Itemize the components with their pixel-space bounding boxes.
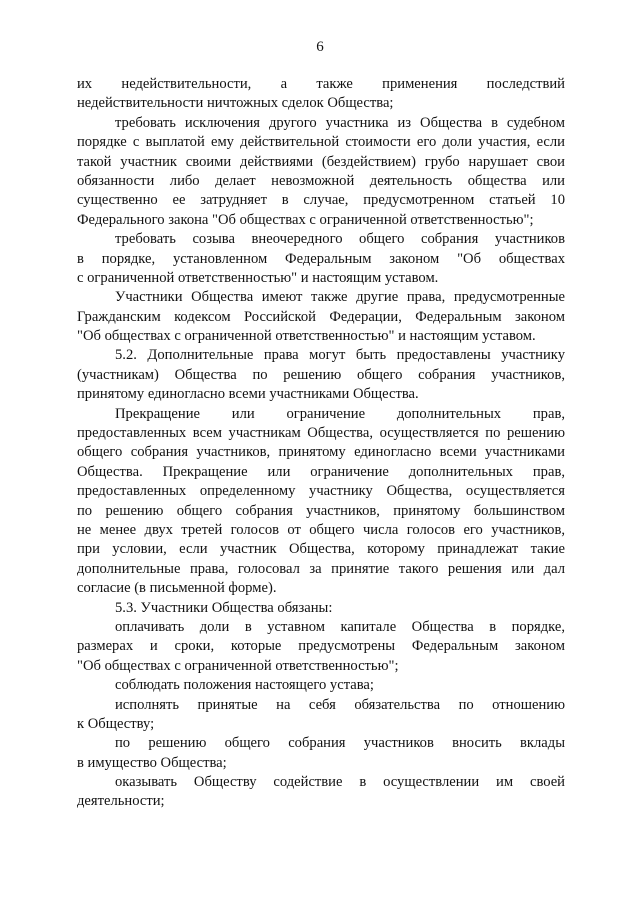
text-line: общего собрания участников, принятому единогласно всеми участниками [77, 444, 565, 461]
text-line: в имущество Общества; [77, 754, 227, 771]
text-line: к Обществу; [77, 715, 155, 732]
text-line: в порядке, установленном Федеральным законом "Об обществах [77, 250, 565, 267]
text-line: 5.3. Участники Общества обязаны: [115, 599, 333, 616]
text-line: принятому единогласно всеми участниками Общества. [77, 386, 419, 403]
document-body [77, 75, 565, 812]
text-line: дополнительные права, голосовал за принятие такого решения или дал [77, 560, 565, 577]
text-line: соблюдать положения настоящего устава; [115, 677, 374, 694]
text-line: оказывать Обществу содействие в осуществлении им своей [115, 774, 565, 791]
text-line: существенно ее затрудняет в случае, предусмотренном статьей 10 [77, 192, 565, 209]
text-line: по решению общего собрания участников, принятому большинством [77, 502, 565, 519]
text-line: обязанности либо делает невозможной деятельность общества или [77, 172, 565, 189]
text-line: предоставленных всем участникам Общества, осуществляется по решению [77, 425, 565, 442]
text-line: согласие (в письменной форме). [77, 580, 277, 597]
text-line: Участники Общества имеют также другие права, предусмотренные [115, 289, 565, 306]
text-line: Общества. Прекращение или ограничение дополнительных прав, [77, 463, 565, 480]
text-line: Федерального закона "Об обществах с ограниченной ответственностью"; [77, 211, 534, 228]
text-line: исполнять принятые на себя обязательства по отношению [115, 696, 565, 713]
text-line: размерах и сроки, которые предусмотрены Федеральным законом [77, 638, 565, 655]
text-line: "Об обществах с ограниченной ответственностью"; [77, 657, 399, 674]
text-line: 5.2. Дополнительные права могут быть предоставлены участнику [115, 347, 565, 364]
text-line: предоставленных определенному участнику Общества, осуществляется [77, 483, 565, 500]
text-line: такой участник своими действиями (бездействием) грубо нарушает свои [77, 153, 565, 170]
text-line: по решению общего собрания участников вносить вклады [115, 735, 565, 752]
text-line: деятельности; [77, 793, 165, 810]
text-line: недействительности ничтожных сделок Общества; [77, 95, 394, 112]
text-line: "Об обществах с ограниченной ответственностью" и настоящим уставом. [77, 328, 536, 345]
text-line: Гражданским кодексом Российской Федерации, Федеральным законом [77, 308, 565, 325]
text-line: при условии, если участник Общества, которому принадлежат такие [77, 541, 565, 558]
page-number: 6 [316, 39, 324, 55]
text-line: требовать исключения другого участника из Общества в судебном [115, 114, 565, 131]
text-line: с ограниченной ответственностью" и настоящим уставом. [77, 269, 439, 286]
text-line: (участникам) Общества по решению общего собрания участников, [77, 366, 565, 383]
text-line: Прекращение или ограничение дополнительных прав, [115, 405, 565, 422]
text-line: оплачивать доли в уставном капитале Общества в порядке, [115, 618, 565, 635]
text-line: их недействительности, а также применения последствий [77, 76, 565, 92]
text-line: порядке с выплатой ему действительной стоимости его доли участия, если [77, 134, 565, 151]
text-line: не менее двух третей голосов от общего числа голосов его участников, [77, 521, 565, 538]
text-line: требовать созыва внеочередного общего собрания участников [115, 231, 565, 248]
